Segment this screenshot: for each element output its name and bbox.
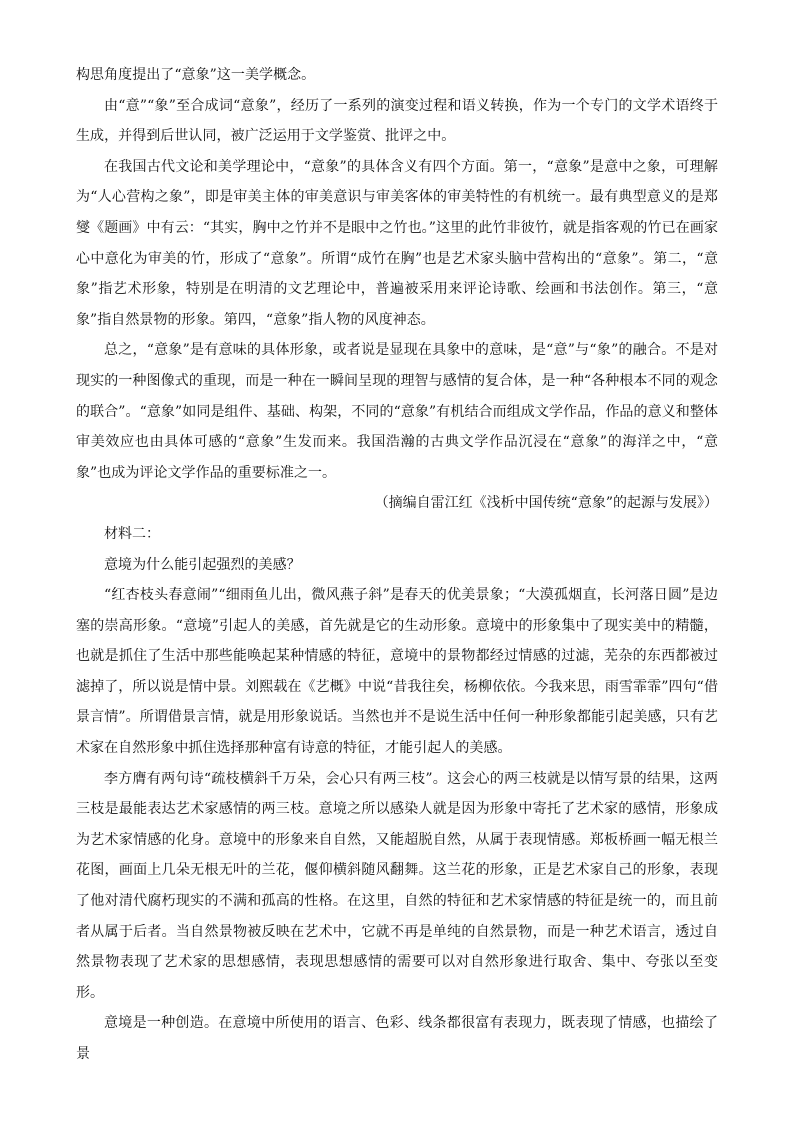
document-page [76,60,718,1070]
paragraph-yixiang-formation: 由“意”“象”至合成词“意象”，经历了一系列的演变过程和语义转换，作为一个专门的文学术语终于生成，并得到后世认同，被广泛运用于文学鉴赏、批评之中。 [76,97,718,145]
paragraph-yijing-imagery: “红杏枝头春意闹”“细雨鱼儿出，微风燕子斜”是春天的优美景象；“大漠孤烟直，长河落日圆”是边塞的崇高形象。“意境”引起人的美感，首先就是它的生动形象。意境中的形象集中了现实美中的精髓，也就是抓住了生活中那些能唤起某种情感的特征，意境中的景物都经过情感的过滤，芜杂的东西都被过滤掉了，所以说是情中景。刘熙载在《艺概》中说“昔我往矣，杨柳依依。今我来思，雨雪霏霏”四句“借景言情”。所谓借景言情，就是用形象说话。当然也并不是说生活中任何一种形象都能引起美感，只有艺术家在自然形象中抓住选择那种富有诗意的特征，才能引起人的美感。 [76,587,718,757]
paragraph-yixiang-summary: 总之，“意象”是有意味的具体形象，或者说是显现在具象中的意味，是“意”与“象”的融合。不是对现实的一种图像式的重现，而是一种在一瞬间呈现的理智与感情的复合体，是一种“各种根本不同的观念的联合”。“意象”如同是组件、基础、构架，不同的“意象”有机结合而组成文学作品，作品的意义和整体审美效应也由具体可感的“意象”生发而来。我国浩瀚的古典文学作品沉浸在“意象”的海洋之中，“意象”也成为评论文学作品的重要标准之一。 [76,342,718,481]
paragraph-yixiang-meanings: 在我国古代文论和美学理论中，“意象”的具体含义有四个方面。第一，“意象”是意中之象，可理解为“人心营构之象”，即是审美主体的审美意识与审美客体的审美特性的有机统一。最有典型意义的是郑燮《题画》中有云：“其实，胸中之竹并不是眼中之竹也。”这里的此竹非彼竹，就是指客观的竹已在画家心中意化为审美的竹，形成了“意象”。所谓“成竹在胸”也是艺术家头脑中营构出的“意象”。第二，“意象”指艺术形象，特别是在明清的文艺理论中，普遍被采用来评论诗歌、绘画和书法创作。第三，“意象”指自然景物的形象。第四，“意象”指人物的风度神态。 [76,158,718,328]
paragraph-yijing-emotion: 李方膺有两句诗“疏枝横斜千万朵，会心只有两三枝”。这会心的两三枝就是以情写景的结果，这两三枝是最能表达艺术家感情的两三枝。意境之所以感染人就是因为形象中寄托了艺术家的感情，形象成为艺术家情感的化身。意境中的形象来自自然，又能超脱自然，从属于表现情感。郑板桥画一幅无根兰花图，画面上几朵无根无叶的兰花，偃仰横斜随风翻舞。这兰花的形象，正是艺术家自己的形象，表现了他对清代腐朽现实的不满和孤高的性格。在这里，自然的特征和艺术家情感的特征是统一的，而且前者从属于后者。当自然景物被反映在艺术中，它就不再是单纯的自然景物，而是一种艺术语言，透过自然景物表现了艺术家的思想感情，表现思想感情的需要可以对自然形象进行取舍、集中、夸张以至变形。 [76,770,718,1001]
material2-question: 意境为什么能引起强烈的美感？ [104,556,301,573]
paragraph-continuation: 构思角度提出了“意象”这一美学概念。 [76,67,316,83]
material2-label: 材料二： [104,525,160,542]
paragraph-yijing-creation: 意境是一种创造。在意境中所使用的语言、色彩、线条都很富有表现力，既表现了情感，也描绘了景 [76,1015,718,1062]
source-citation: （摘编自雷江红《浅析中国传统“意象”的起源与发展》） [374,495,718,512]
